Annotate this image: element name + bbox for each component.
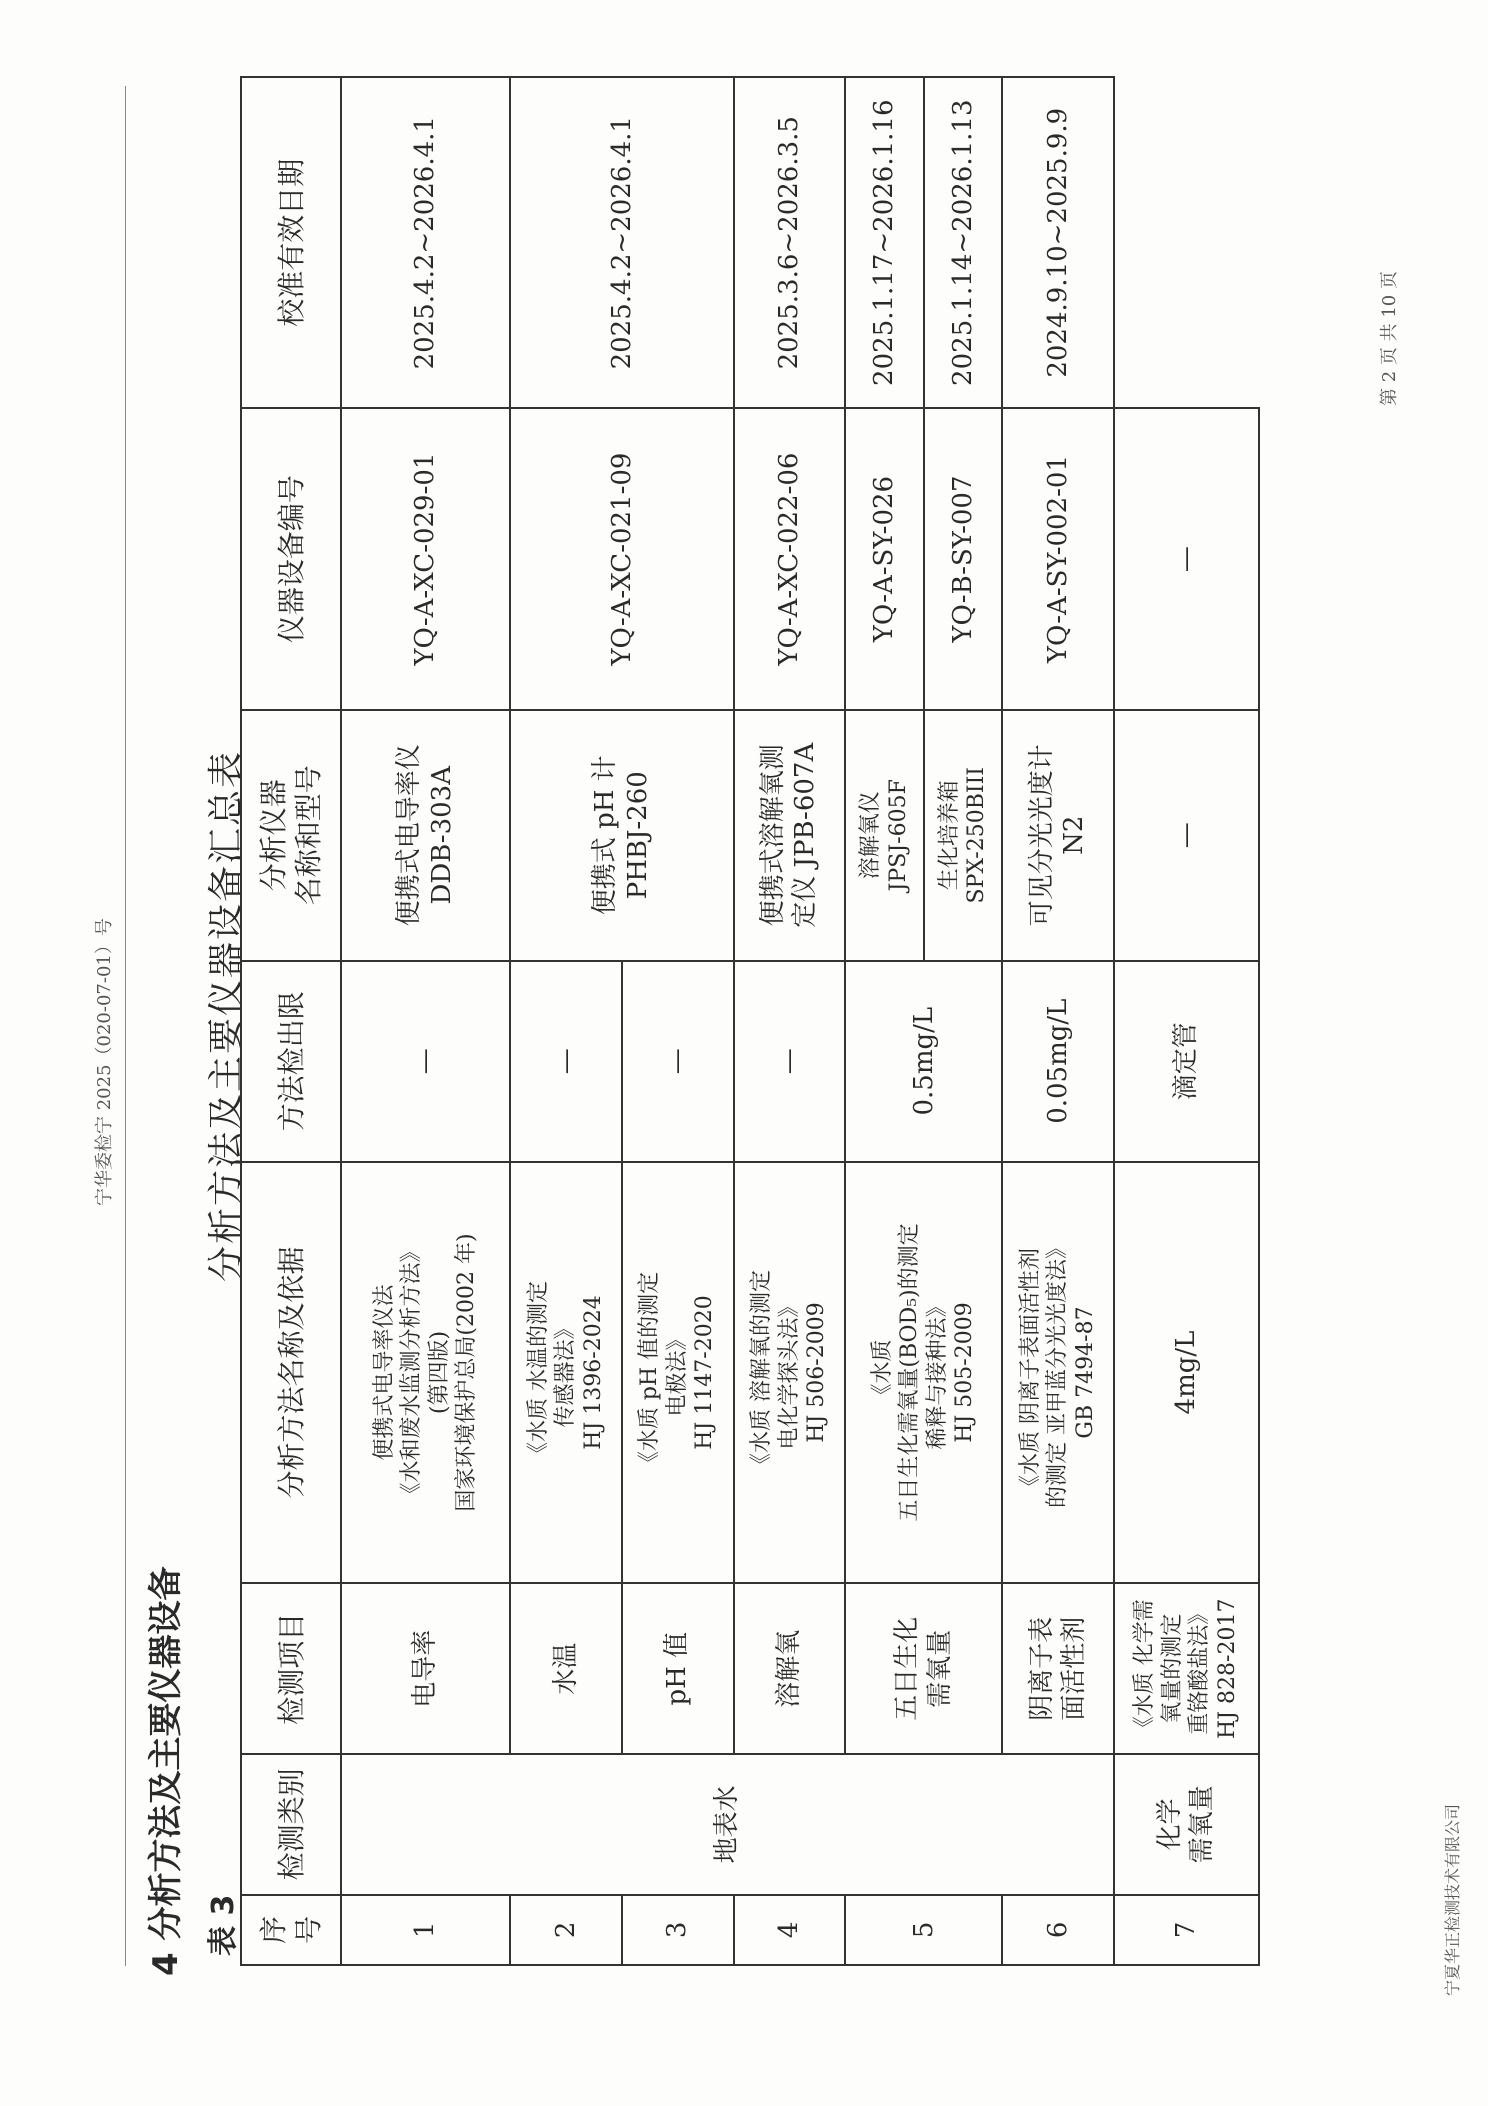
header-rule	[125, 86, 126, 1966]
item-cell: 五日生化 需氧量	[845, 1583, 1002, 1754]
table-row	[1002, 77, 1114, 1965]
date-cell: 2024.9.10~2025.9.9	[1002, 77, 1114, 408]
report-number: 宁华委检宁 2025（020-07-01）号	[94, 918, 115, 1206]
method-cell: 《水质 五日生化需氧量(BOD₅)的测定 稀释与接种法》 HJ 505-2009	[845, 1162, 1002, 1584]
date-cell: 2025.4.2~2026.4.1	[510, 77, 733, 408]
table-header-row	[241, 77, 341, 1965]
table-row	[845, 77, 924, 1965]
method-cell: 《水质 阴离子表面活性剂 的测定 亚甲蓝分光光度法》 GB 7494-87	[1002, 1162, 1114, 1584]
table-row	[1114, 77, 1259, 1965]
column-header: 校准有效日期	[241, 77, 341, 408]
page-number: 第 2 页 共 10 页	[1379, 271, 1400, 406]
item-cell: 电导率	[341, 1583, 510, 1754]
limit-cell: —	[622, 961, 734, 1162]
instrument-cell: 滴定管	[1114, 961, 1259, 1162]
column-header: 检测类别	[241, 1754, 341, 1895]
seq-cell: 3	[622, 1895, 734, 1965]
table-title: 分析方法及主要仪器设备汇总表	[206, 750, 247, 1283]
item-cell: 溶解氧	[734, 1583, 846, 1754]
table-row	[734, 77, 846, 1965]
column-header: 分析仪器 名称和型号	[241, 710, 341, 961]
item-cell: pH 值	[622, 1583, 734, 1754]
table-row	[341, 77, 510, 1965]
method-cell: 《水质 pH 值的测定 电极法》 HJ 1147-2020	[622, 1162, 734, 1584]
item-cell: 水温	[510, 1583, 622, 1754]
section-title: 4 分析方法及主要仪器设备	[146, 1566, 186, 1976]
item-cell: 化学 需氧量	[1114, 1754, 1259, 1895]
seq-cell: 5	[845, 1895, 1002, 1965]
date-cell: 2025.1.17~2026.1.16	[845, 77, 924, 408]
item-cell: 阴离子表 面活性剂	[1002, 1583, 1114, 1754]
date-cell: 2025.1.14~2026.1.13	[924, 77, 1003, 408]
limit-cell: —	[510, 961, 622, 1162]
limit-cell: —	[734, 961, 846, 1162]
code-cell: YQ-A-XC-021-09	[510, 408, 733, 709]
seq-cell: 4	[734, 1895, 846, 1965]
table-row	[510, 77, 622, 1965]
company-footer: 宁夏华正检测技术有限公司	[1443, 1803, 1462, 1996]
code-cell: YQ-A-SY-002-01	[1002, 408, 1114, 709]
code-cell: YQ-A-SY-026	[845, 408, 924, 709]
limit-cell: 0.05mg/L	[1002, 961, 1114, 1162]
instrument-cell: 便携式电导率仪 DDB-303A	[341, 710, 510, 961]
seq-cell: 1	[341, 1895, 510, 1965]
method-cell: 便携式电导率仪法 《水和废水监测分析方法》 (第四版) 国家环境保护总局(2002 年)	[341, 1162, 510, 1584]
limit-cell: —	[341, 961, 510, 1162]
seq-cell: 6	[1002, 1895, 1114, 1965]
code-cell: —	[1114, 710, 1259, 961]
column-header: 序号	[241, 1895, 341, 1965]
seq-cell: 7	[1114, 1895, 1259, 1965]
methods-instruments-table	[240, 76, 1260, 1966]
method-cell: 《水质 化学需氧量的测定 重铬酸盐法》 HJ 828-2017	[1114, 1583, 1259, 1754]
column-header: 分析方法名称及依据	[241, 1162, 341, 1584]
instrument-cell: 生化培养箱 SPX-250BIII	[924, 710, 1003, 961]
code-cell: YQ-B-SY-007	[924, 408, 1003, 709]
code-cell: YQ-A-XC-022-06	[734, 408, 846, 709]
limit-cell: 0.5mg/L	[845, 961, 1002, 1162]
instrument-cell: 可见分光光度计 N2	[1002, 710, 1114, 961]
table-label: 表 3	[206, 1894, 241, 1956]
limit-cell: 4mg/L	[1114, 1162, 1259, 1584]
date-cell: —	[1114, 408, 1259, 709]
method-cell: 《水质 溶解氧的测定 电化学探头法》 HJ 506-2009	[734, 1162, 846, 1584]
category-cell: 地表水	[341, 1754, 1114, 1895]
date-cell: 2025.4.2~2026.4.1	[341, 77, 510, 408]
column-header: 仪器设备编号	[241, 408, 341, 709]
seq-cell: 2	[510, 1895, 622, 1965]
instrument-cell: 溶解氧仪 JPSJ-605F	[845, 710, 924, 961]
date-cell: 2025.3.6~2026.3.5	[734, 77, 846, 408]
column-header: 方法检出限	[241, 961, 341, 1162]
instrument-cell: 便携式溶解氧测 定仪 JPB-607A	[734, 710, 846, 961]
column-header: 检测项目	[241, 1583, 341, 1754]
method-cell: 《水质 水温的测定 传感器法》 HJ 1396-2024	[510, 1162, 622, 1584]
instrument-cell: 便携式 pH 计 PHBJ-260	[510, 710, 733, 961]
code-cell: YQ-A-XC-029-01	[341, 408, 510, 709]
